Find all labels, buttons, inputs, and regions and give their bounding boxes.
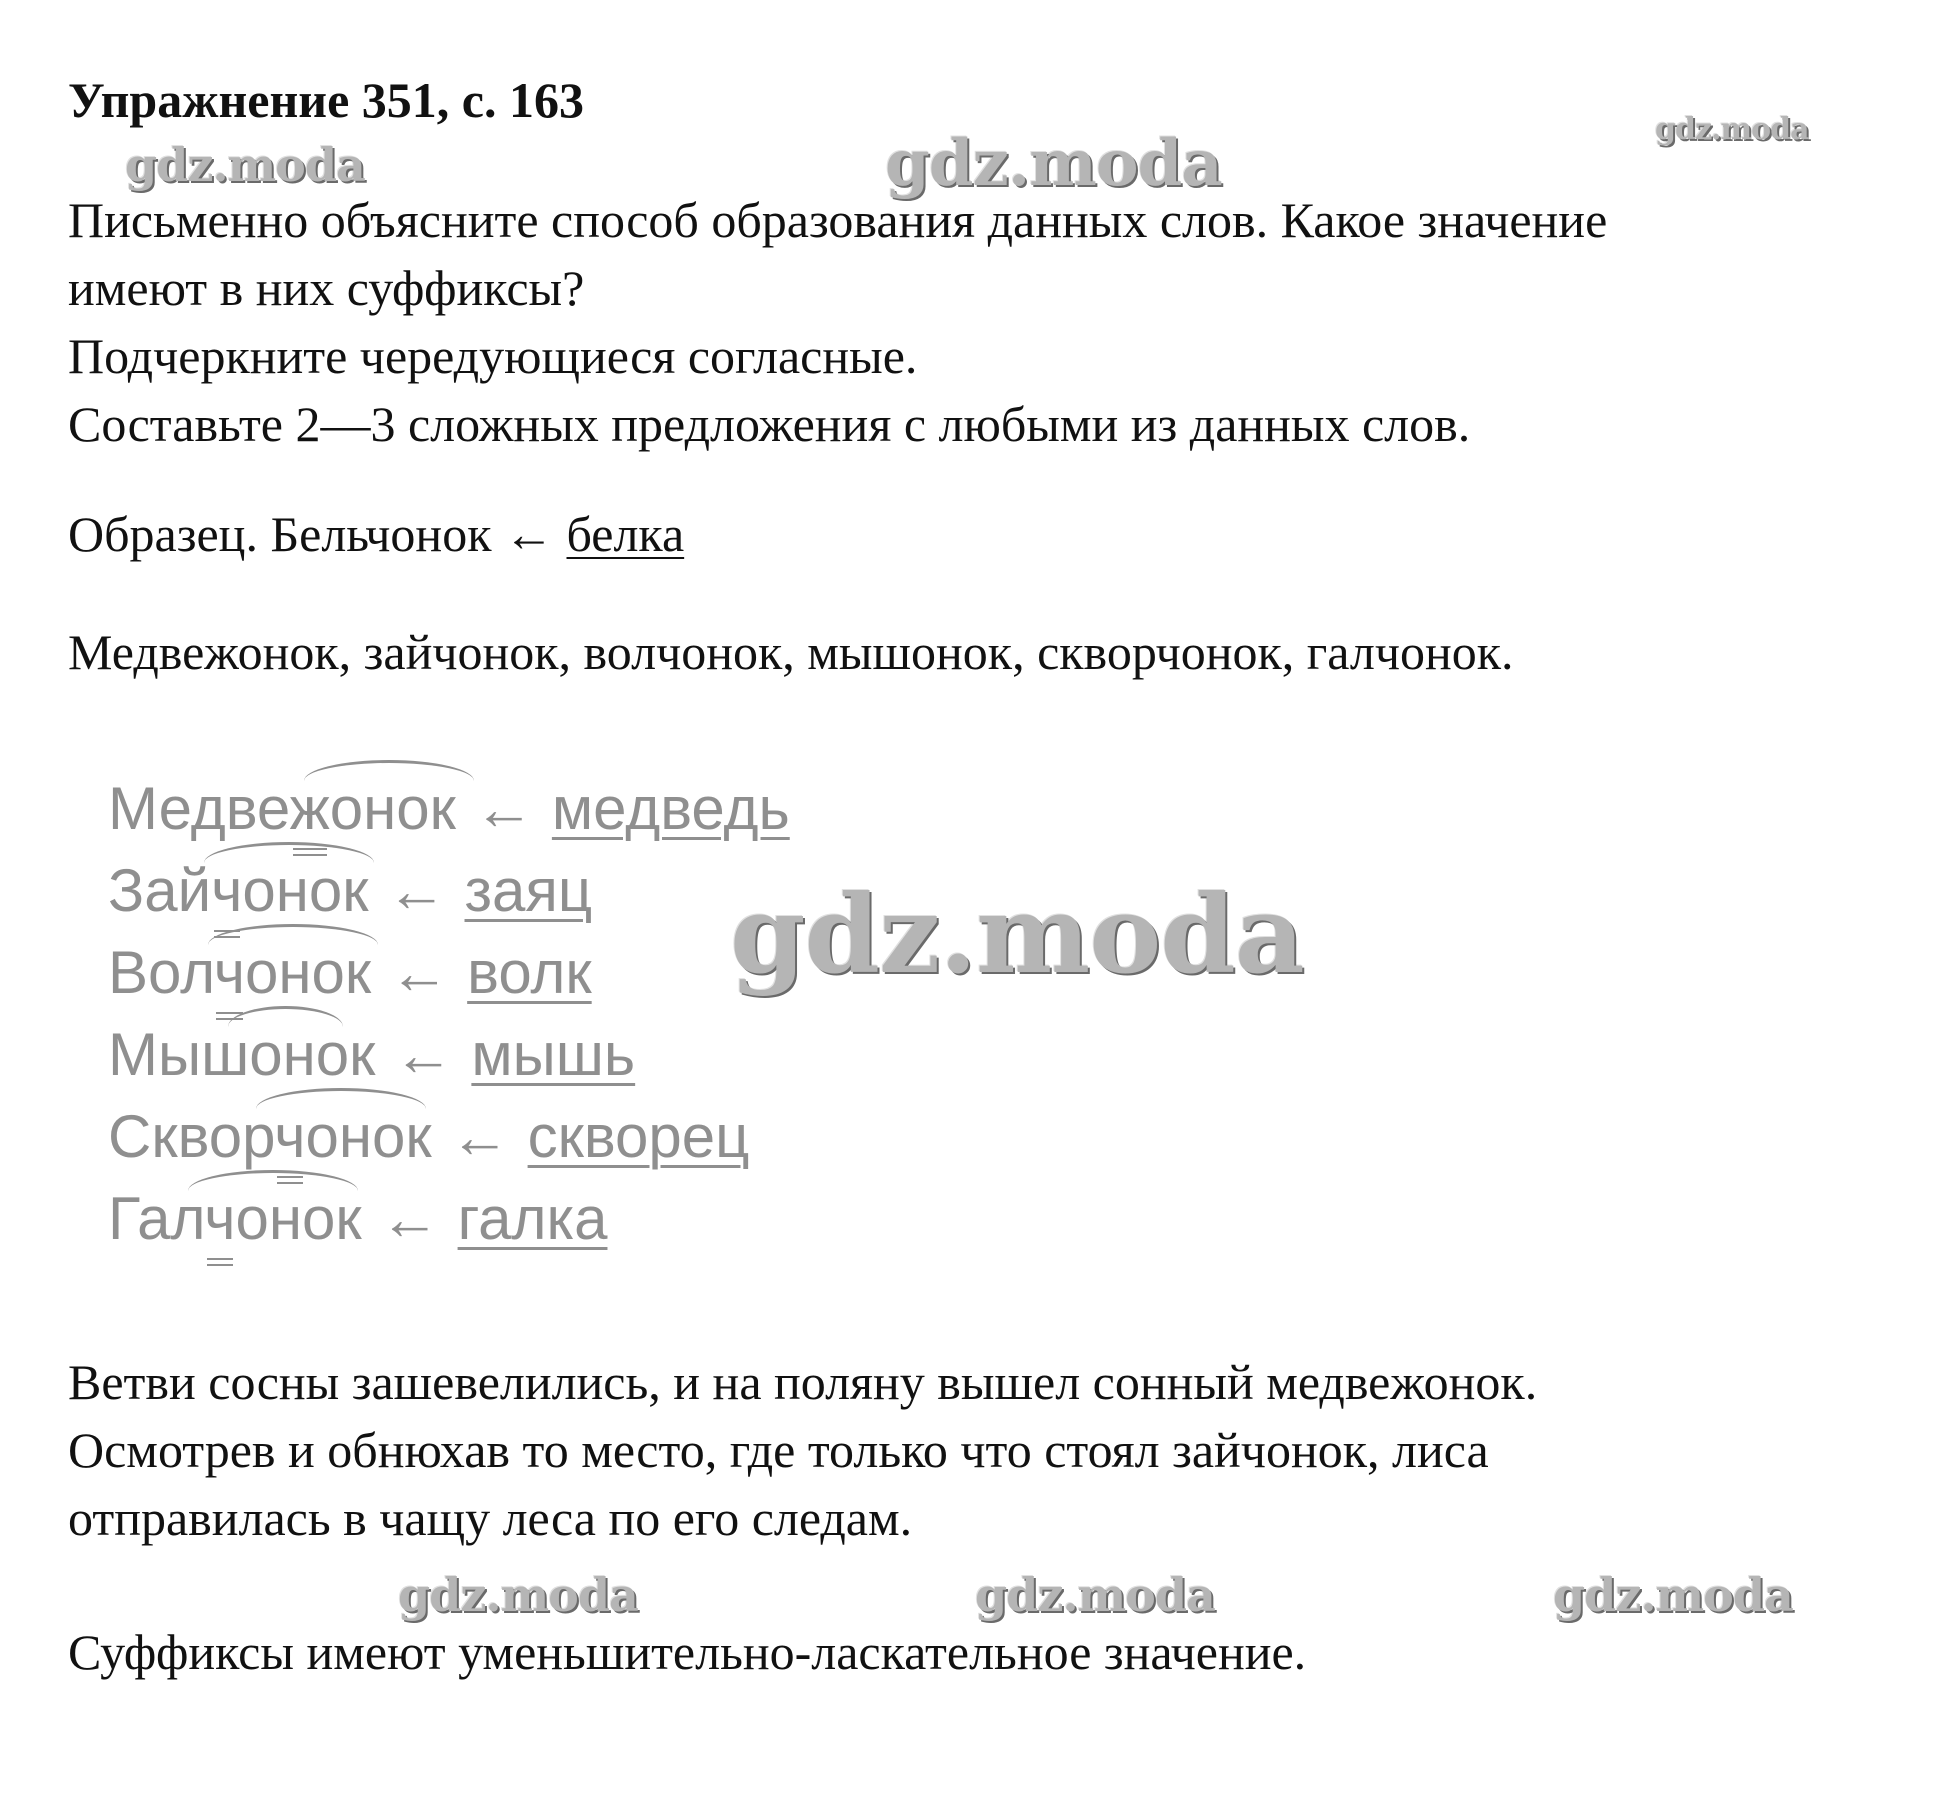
watermark: gdz.moda xyxy=(730,872,1304,998)
answer-row xyxy=(108,1014,790,1096)
source-word: волк xyxy=(467,939,592,1006)
word-formation-answers xyxy=(108,768,790,1260)
answer-row xyxy=(108,1178,790,1260)
answer-row xyxy=(108,932,790,1014)
watermark: gdz.moda xyxy=(398,1568,638,1622)
answer-row xyxy=(108,768,790,850)
arrow: ← xyxy=(449,1103,510,1170)
watermark: gdz.moda xyxy=(975,1568,1215,1622)
sentence-line: отправилась в чащу леса по его следам. xyxy=(68,1490,913,1546)
arrow: ← xyxy=(393,1021,454,1088)
alternating-consonant: ч xyxy=(274,1103,306,1170)
source-word: заяц xyxy=(464,857,593,924)
conclusion-text: Суффиксы имеют уменьшительно-ласкательное значение. xyxy=(68,1624,1307,1680)
suffix-arc xyxy=(304,760,474,785)
alternating-consonant: ч xyxy=(204,1185,236,1252)
sentence-line: Ветви сосны зашевелились, и на поляну вышел сонный медвежонок. xyxy=(68,1354,1538,1410)
answer-row xyxy=(108,1096,790,1178)
sample-root-word: белка xyxy=(566,506,685,562)
example-sentences xyxy=(68,1348,1928,1552)
arrow: ← xyxy=(389,939,450,1006)
source-word: медведь xyxy=(551,775,790,842)
exercise-title: Упражнение 351, с. 163 xyxy=(68,72,584,128)
arrow: ← xyxy=(473,775,534,842)
source-word: мышь xyxy=(471,1021,636,1088)
alternating-consonant: ж xyxy=(289,775,330,842)
alternating-consonant: ч xyxy=(211,857,243,924)
task-text xyxy=(68,186,1928,458)
task-line: Составьте 2—3 сложных предложения с любыми из данных слов. xyxy=(68,396,1471,452)
watermark: gdz.moda xyxy=(885,126,1222,201)
sample-prefix: Образец. Бельчонок ← xyxy=(68,506,554,562)
derived-word: Волчонок xyxy=(108,932,371,1014)
watermark: gdz.moda xyxy=(1553,1568,1793,1622)
derived-word: Мышонок xyxy=(108,1014,375,1096)
derived-word: Скворчонок xyxy=(108,1096,432,1178)
suffix: онок xyxy=(249,1021,376,1088)
alternating-consonant: ч xyxy=(213,939,246,1006)
arrow: ← xyxy=(386,857,447,924)
source-word: галка xyxy=(457,1185,608,1252)
source-word: скворец xyxy=(527,1103,750,1170)
word-list: Медвежонок, зайчонок, волчонок, мышонок, скворчонок, галчонок. xyxy=(68,624,1514,680)
arrow: ← xyxy=(379,1185,440,1252)
suffix: онок xyxy=(245,939,372,1006)
suffix: онок xyxy=(242,857,369,924)
derived-word: Зайчонок xyxy=(108,850,369,932)
derived-word: Галчонок xyxy=(108,1178,362,1260)
task-line: Подчеркните чередующиеся согласные. xyxy=(68,328,918,384)
watermark: gdz.moda xyxy=(1655,112,1809,147)
sentence-line: Осмотрев и обнюхав то место, где только что стоял зайчонок, лиса xyxy=(68,1422,1489,1478)
derived-word: Медвежонок xyxy=(108,768,456,850)
suffix: онок xyxy=(235,1185,362,1252)
answer-row xyxy=(108,850,790,932)
suffix: онок xyxy=(329,775,456,842)
watermark: gdz.moda xyxy=(125,138,365,192)
task-line: имеют в них суффиксы? xyxy=(68,260,585,316)
sample-line xyxy=(68,504,684,564)
task-line: Письменно объясните способ образования данных слов. Какое значение xyxy=(68,192,1608,248)
suffix: онок xyxy=(305,1103,432,1170)
